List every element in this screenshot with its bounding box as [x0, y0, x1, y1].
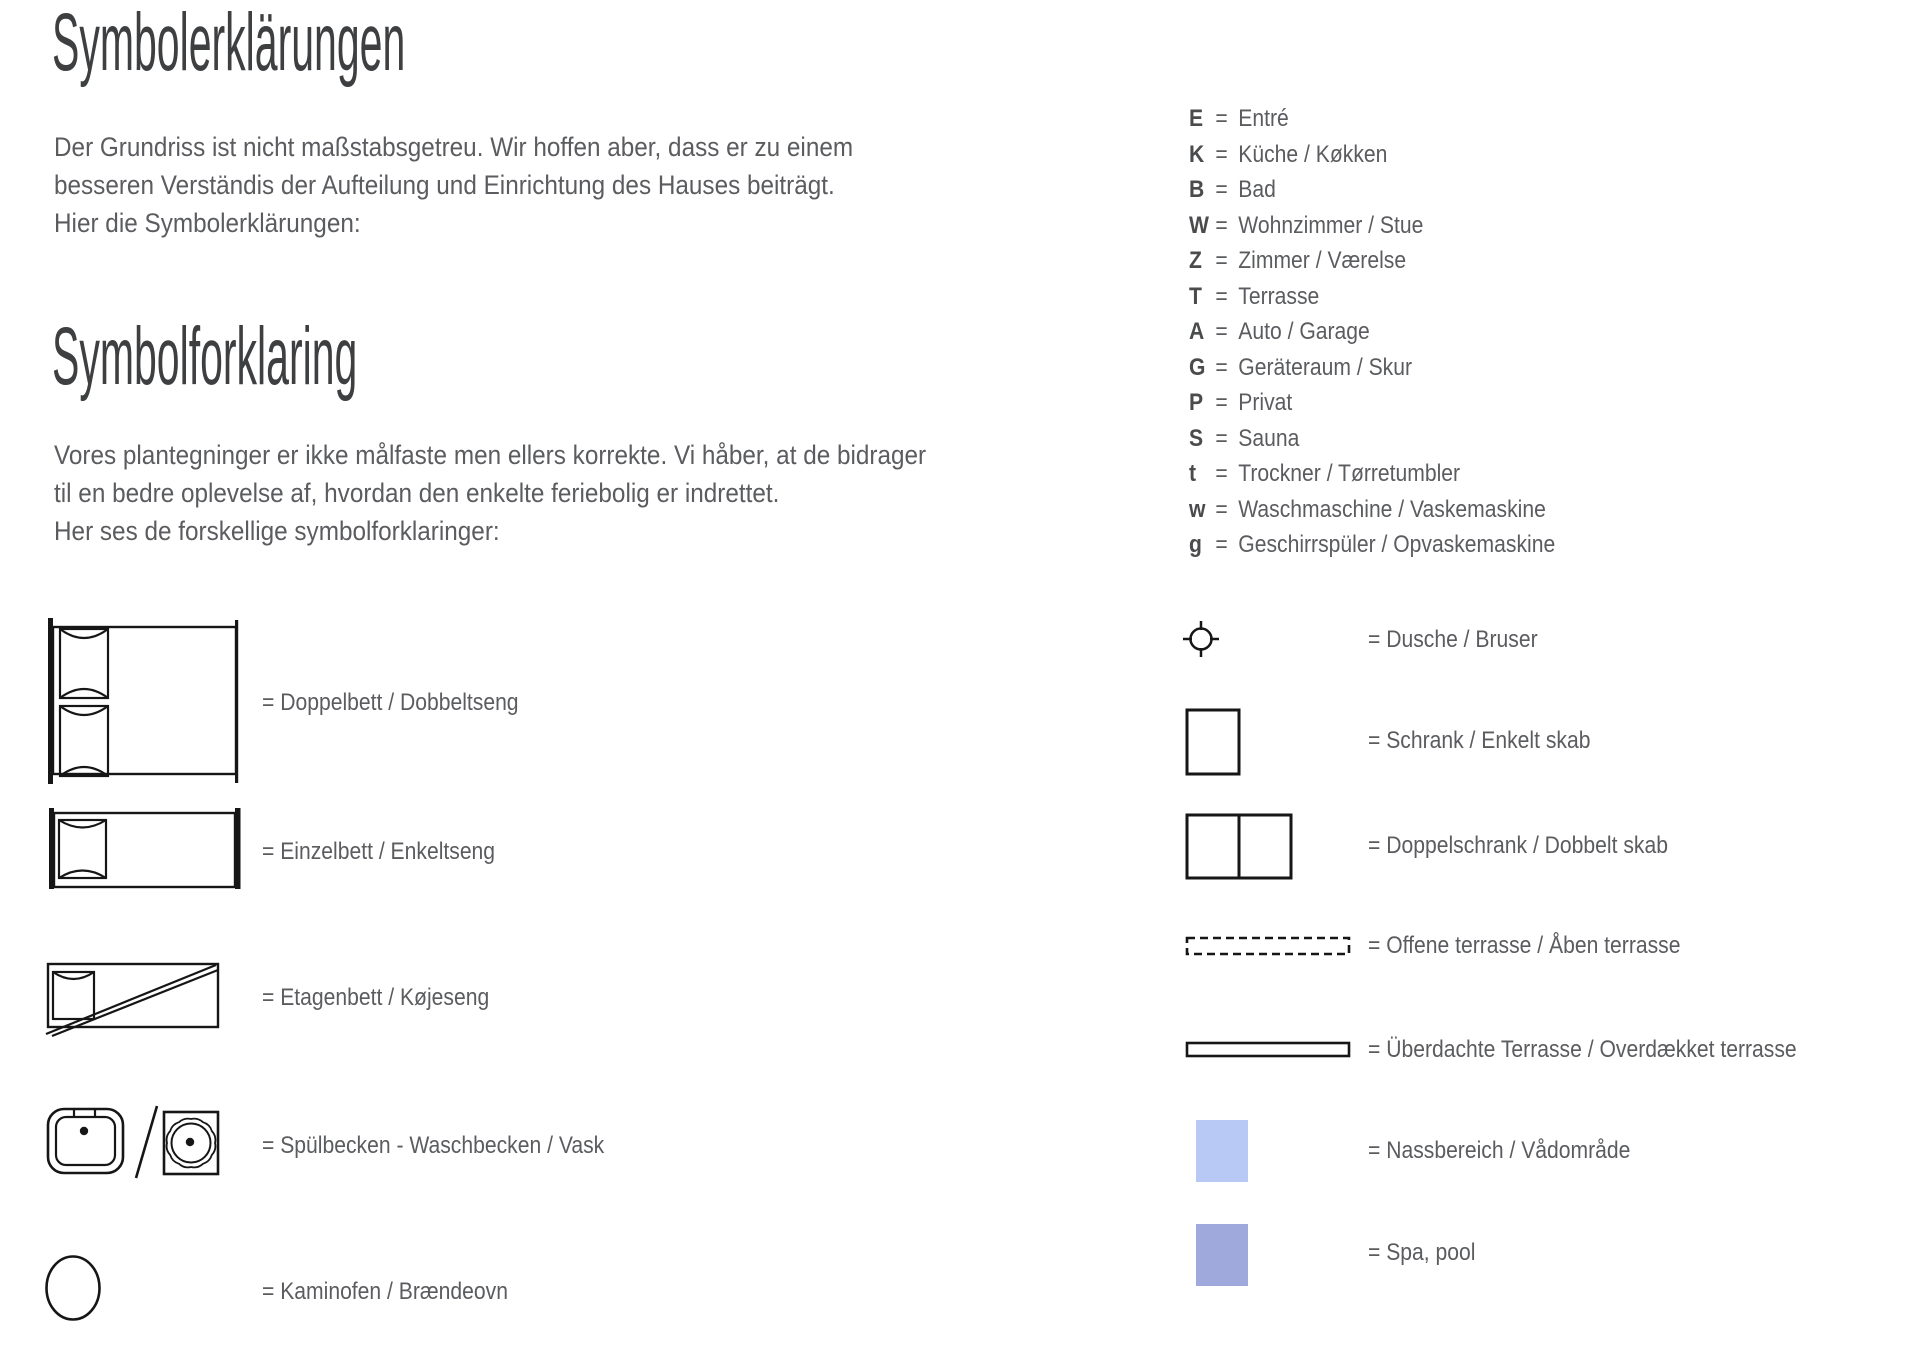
abbrev-key: g	[1189, 531, 1202, 558]
abbrev-key: W	[1189, 211, 1209, 239]
double-cabinet-label: = Doppelschrank / Dobbelt skab	[1368, 832, 1668, 859]
equals-sign: =	[1215, 460, 1228, 487]
open-terrace-icon	[1185, 936, 1351, 956]
abbrev-key: T	[1189, 282, 1202, 310]
abbrev-value: Trockner / Tørretumbler	[1238, 460, 1461, 487]
open-terrace-label: = Offene terrasse / Åben terrasse	[1368, 932, 1681, 959]
abbrev-key: Z	[1189, 247, 1202, 274]
equals-sign: =	[1215, 531, 1228, 558]
wood-stove-icon	[44, 1254, 106, 1324]
sink-label: = Spülbecken - Waschbecken / Vask	[262, 1132, 605, 1159]
abbrev-key: K	[1189, 140, 1205, 168]
equals-sign: =	[1215, 424, 1228, 452]
abbrev-value: Geschirrspüler / Opvaskemaskine	[1238, 531, 1556, 558]
abbrev-row-t	[1189, 459, 1460, 489]
abbrev-value: Geräteraum / Skur	[1238, 353, 1412, 381]
abbrev-row-K	[1189, 140, 1387, 170]
abbrev-key: G	[1189, 353, 1206, 381]
spa-pool-swatch	[1196, 1224, 1248, 1286]
abbrev-row-B	[1189, 175, 1276, 205]
abbrev-key: S	[1189, 424, 1204, 452]
covered-terrace-icon	[1185, 1041, 1351, 1059]
equals-sign: =	[1215, 247, 1228, 274]
double-bed-label: = Doppelbett / Dobbeltseng	[262, 689, 519, 716]
cabinet-icon	[1185, 708, 1241, 776]
heading-danish: Symbolforklaring	[52, 311, 358, 402]
abbrev-value: Terrasse	[1238, 282, 1320, 310]
equals-sign: =	[1215, 495, 1228, 523]
intro-danish-line3: Her ses de forskellige symbolforklaringer:	[54, 516, 500, 546]
equals-sign: =	[1215, 211, 1228, 239]
wet-area-icon	[1196, 1120, 1248, 1182]
spa-pool-label: = Spa, pool	[1368, 1239, 1476, 1266]
abbrev-row-w	[1189, 495, 1546, 525]
intro-german-line2: besseren Verständis der Aufteilung und Einrichtung des Hauses beiträgt.	[54, 170, 835, 200]
intro-danish-line1: Vores plantegninger er ikke målfaste men ellers korrekte. Vi håber, at de bidrager	[54, 440, 927, 470]
intro-german-line3: Hier die Symbolerklärungen:	[54, 208, 361, 238]
equals-sign: =	[1215, 353, 1228, 381]
single-bed-label: = Einzelbett / Enkeltseng	[262, 838, 496, 865]
equals-sign: =	[1215, 176, 1228, 203]
abbrev-value: Zimmer / Værelse	[1238, 247, 1407, 274]
abbrev-row-A	[1189, 317, 1370, 347]
wet-area-label: = Nassbereich / Vådområde	[1368, 1137, 1631, 1164]
shower-label: = Dusche / Bruser	[1368, 626, 1538, 653]
sink-icons	[44, 1100, 224, 1184]
abbrev-value: Entré	[1238, 105, 1289, 132]
abbrev-row-Z	[1189, 246, 1406, 276]
bunk-bed-label: = Etagenbett / Køjeseng	[262, 984, 490, 1011]
abbrev-key: t	[1189, 460, 1197, 487]
wet-area-swatch	[1196, 1120, 1248, 1182]
equals-sign: =	[1215, 140, 1228, 168]
intro-german-line1: Der Grundriss ist nicht maßstabsgetreu. Wir hoffen aber, dass er zu einem	[54, 132, 854, 162]
abbrev-value: Küche / Køkken	[1238, 140, 1388, 168]
intro-danish-line2: til en bedre oplevelse af, hvordan den enkelte feriebolig er indrettet.	[54, 478, 780, 508]
shower-icon	[1181, 619, 1221, 659]
abbrev-key: P	[1189, 389, 1204, 416]
abbrev-value: Bad	[1238, 176, 1276, 203]
abbrev-row-g	[1189, 530, 1555, 560]
equals-sign: =	[1215, 389, 1228, 416]
abbrev-value: Waschmaschine / Vaskemaskine	[1238, 495, 1546, 523]
equals-sign: =	[1215, 105, 1228, 132]
abbrev-value: Auto / Garage	[1238, 318, 1370, 345]
abbrev-value: Privat	[1238, 389, 1293, 416]
cabinet-label: = Schrank / Enkelt skab	[1368, 727, 1591, 754]
double-cabinet-icon	[1185, 813, 1293, 880]
bunk-bed-icon	[46, 960, 226, 1038]
equals-sign: =	[1215, 282, 1228, 310]
abbrev-key: E	[1189, 105, 1204, 132]
equals-sign: =	[1215, 318, 1228, 345]
heading-german: Symbolerklärungen	[52, 0, 406, 88]
abbrev-value: Wohnzimmer / Stue	[1238, 211, 1424, 239]
abbrev-value: Sauna	[1238, 424, 1300, 452]
abbrev-key: w	[1189, 495, 1206, 523]
intro-german	[54, 128, 853, 242]
abbrev-key: B	[1189, 176, 1205, 203]
single-bed-icon	[46, 804, 246, 894]
abbrev-row-W	[1189, 211, 1423, 241]
abbrev-row-G	[1189, 353, 1412, 383]
intro-danish	[54, 436, 926, 550]
abbrev-row-P	[1189, 388, 1292, 418]
covered-terrace-label: = Überdachte Terrasse / Overdækket terrasse	[1368, 1036, 1797, 1063]
double-bed-icon	[46, 616, 241, 786]
abbrev-key: A	[1189, 318, 1205, 345]
spa-pool-icon	[1196, 1224, 1248, 1286]
abbrev-row-T	[1189, 282, 1319, 312]
abbrev-row-E	[1189, 104, 1289, 134]
abbrev-row-S	[1189, 424, 1299, 454]
wood-stove-label: = Kaminofen / Brændeovn	[262, 1278, 508, 1305]
